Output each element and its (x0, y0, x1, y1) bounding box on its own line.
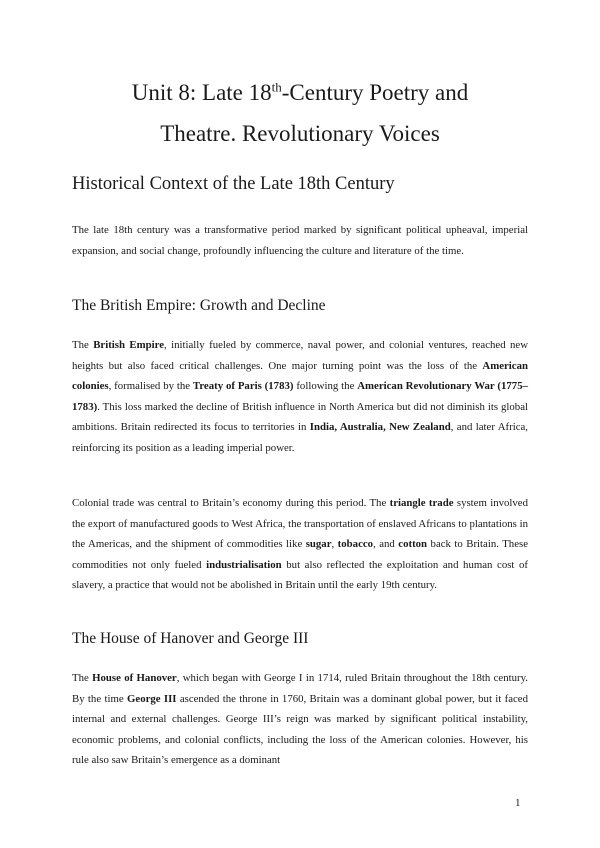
bold-term: Treaty of Paris (1783) (192, 380, 294, 392)
empire-paragraph-2: Colonial trade was central to Britain’s economy during this period. The triangle trade system involved the export of manufactured goods to West Africa, the transportation of enslaved Africans to plantations in the Americas, and the shipment of commodities like sugar, tobacco, and cotton back to Britain. These commodities not only fueled industrialisation but also reflected the exploitation and human cost of slavery, a practice that would not be abolished in Britain until the early 19th century. (72, 497, 528, 591)
hanover-paragraph-1: The House of Hanover, which began with George I in 1714, ruled Britain throughout the 18th century. By the time George III ascended the throne in 1760, Britain was a dominant global power, but it faced internal and external challenges. George III’s reign was marked by significant political instability, economic problems, and colonial conflicts, including the loss of the American colonies. However, his rule also saw Britain’s emergence as a dominant (72, 672, 529, 766)
bold-term: India, Australia, New Zealand (309, 421, 451, 433)
bold-term: triangle trade (389, 497, 454, 509)
title-line1-prefix: Unit 8: Late 18 (131, 80, 272, 105)
intro-paragraph: The late 18th century was a transformative period marked by significant political upheaval, imperial expansion, and social change, profoundly influencing the culture and literature of the time. (72, 224, 528, 257)
hanover-heading: The House of Hanover and George III (72, 630, 309, 647)
page-number: 1 (515, 797, 521, 809)
section-heading: Historical Context of the Late 18th Century (72, 174, 395, 194)
empire-heading: The British Empire: Growth and Decline (72, 297, 326, 314)
empire-paragraph-1: The British Empire, initially fueled by commerce, naval power, and colonial ventures, reached new heights but also faced critical challenges. One major turning point was the loss of the American colonies, formalised by the Treaty of Paris (1783) following the American Revolutionary War (1775–1783). This loss marked the decline of British influence in North America but did not diminish its global ambitions. Britain redirected its focus to territories in India, Australia, New Zealand, and later Africa, reinforcing its position as a leading imperial power. (72, 339, 528, 454)
bold-term: tobacco (337, 538, 374, 550)
title-superscript: th (271, 79, 282, 95)
page-title (72, 72, 528, 154)
bold-term: American colonies (72, 359, 528, 392)
bold-term: American Revolutionary War (1775–1783) (72, 380, 528, 413)
bold-term: British Empire (93, 339, 164, 351)
bold-term: George III (127, 692, 177, 705)
title-line2: Theatre. Revolutionary Voices (160, 121, 440, 146)
bold-term: House of Hanover (92, 672, 177, 684)
bold-term: cotton (398, 538, 428, 550)
title-line1-suffix: -Century Poetry and (281, 80, 469, 105)
bold-term: industrialisation (206, 558, 282, 571)
bold-term: sugar (305, 538, 332, 550)
